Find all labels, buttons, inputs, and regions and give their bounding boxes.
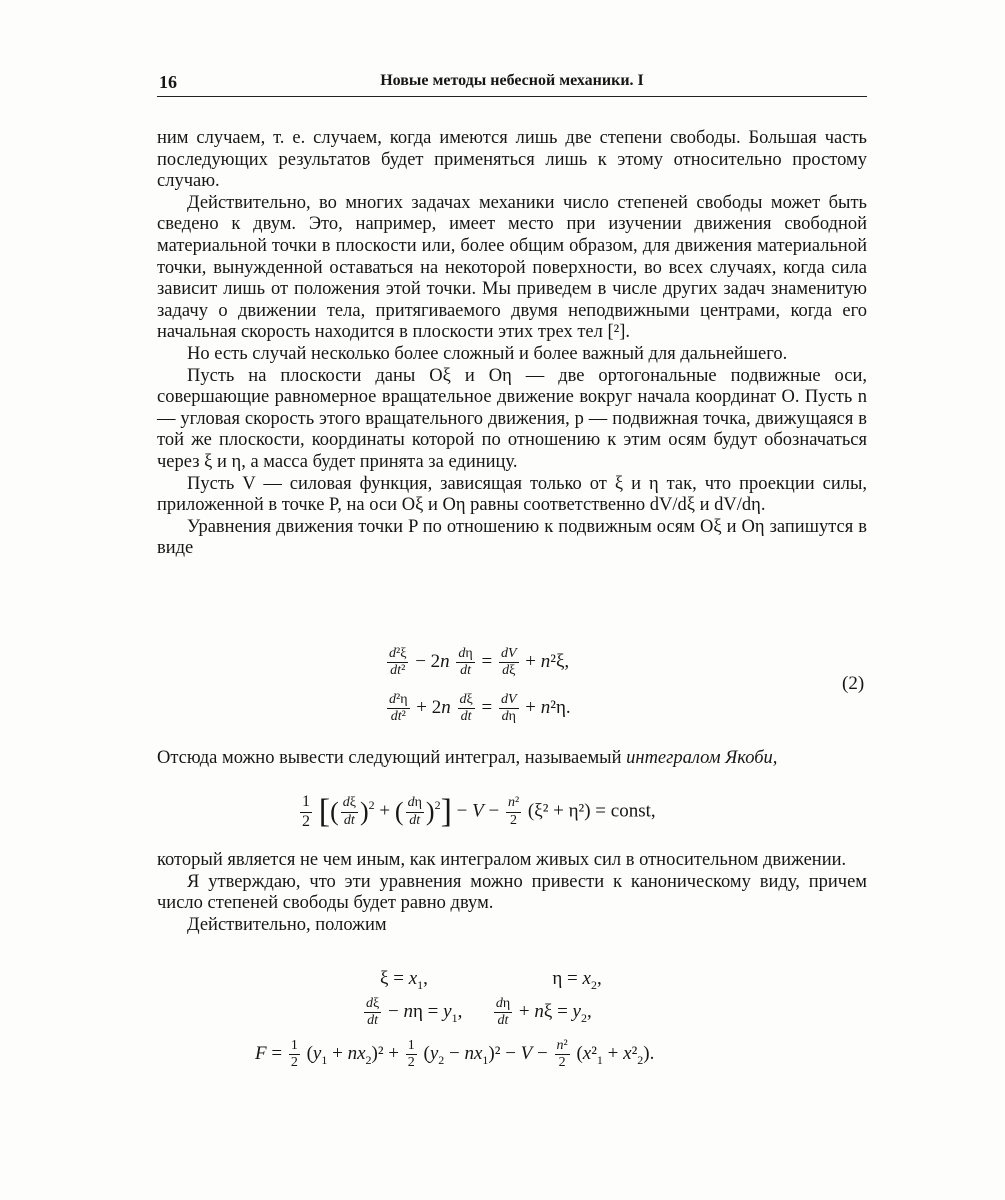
text-block-bottom — [157, 850, 867, 936]
paragraph-8: который является не чем иным, как интегралом живых сил в относительном движении. — [157, 850, 847, 870]
jacobi-intro — [157, 748, 867, 770]
paragraph-6: Уравнения движения точки P по отношению к подвижным осям Oξ и Oη запишутся в виде — [157, 516, 867, 559]
paragraph-1: ним случаем, т. е. случаем, когда имеются лишь две степени свободы. Большая часть последующих результатов будет применяться лишь к этому относительно простому случаю. — [157, 128, 867, 192]
running-title: Новые методы небесной механики. I — [380, 72, 644, 89]
equation-2-line-1: $\frac{\text{d²ξ}}{\text{dt²}}$ − 2n $\frac{d\eta}{dt}$ = $\frac{dV}{d\xi}$ + n²ξ, — [389, 646, 570, 679]
page-header — [157, 70, 867, 97]
paragraph-7: Отсюда можно вывести следующий интеграл, называемый — [157, 748, 627, 768]
jacobi-equation: $\frac{1}{2}$ [( $\frac{d\xi}{dt}$ )$^2$ + ( $\frac{d\eta}{dt}$ )$^2$] − V − $\frac{\text{n²}}{2}$ (ξ² + η²) = const, — [302, 793, 656, 830]
substitution-line-2: $\frac{d\xi}{dt}$ − $n\eta = y_1$, $\frac{d\eta}{dt}$ + $n\xi = y_2$, — [366, 996, 592, 1029]
paragraph-5: Пусть V — силовая функция, зависящая только от ξ и η так, что проекции силы, приложенной в точке P, на оси Oξ и Oη равны соответственно dV/dξ и dV/dη. — [157, 473, 867, 516]
jacobi-integral-term: интегралом Якоби, — [626, 748, 778, 768]
const-label: const — [610, 800, 651, 822]
paragraph-2: Действительно, во многих задачах механики число степеней свободы может быть сведено к двум. Это, например, имеет место при изучении движения свободной материальной точки в плоскости или, более общим образом, для движения материальной точки, вынужденной оставаться на некоторой поверхности, во всех случаях, когда сила зависит лишь от положения этой точки. Мы приведем в числе других задач знаменитую задачу о движении тела, притягиваемого двумя неподвижными центрами, когда его начальная скорость находится в плоскости этих трех тел [²]. — [157, 192, 867, 343]
page-number: 16 — [159, 72, 177, 92]
paragraph-3: Но есть случай несколько более сложный и более важный для дальнейшего. — [187, 343, 788, 364]
equation-2-line-2: $\frac{\text{d²η}}{\text{dt²}}$ + 2n $\frac{d\xi}{dt}$ = $\frac{dV}{d\eta}$ + n²η. — [389, 692, 571, 725]
equation-number: (2) — [842, 673, 865, 694]
substitution-line-1: $\xi = x_1$, $\eta = x_2$, — [380, 968, 602, 992]
text-block-top — [157, 128, 867, 560]
hamiltonian-equation: F = $\frac{1}{2}$ $(y_1 + nx_2)^2$ + $\frac{1}{2}$ $(y_2 - nx_1)^2 - V$ − $\frac{\text{n²}}{2}$ $(x^2_1 + x^2_2)$. — [255, 1038, 655, 1071]
paragraph-9: Я утверждаю, что эти уравнения можно привести к каноническому виду, причем число степеней свободы будет равно двум. — [157, 871, 867, 914]
paragraph-4: Пусть на плоскости даны Oξ и Oη — две ортогональные подвижные оси, совершающие равномерное вращательное движение вокруг начала координат O. Пусть n — угловая скорость этого вращательного движения, p — подвижная точка, движущаяся в той же плоскости, координаты которой по отношению к этим осям будут обозначаться через ξ и η, а масса будет принята за единицу. — [157, 365, 867, 472]
paragraph-10: Действительно, положим — [187, 914, 387, 935]
